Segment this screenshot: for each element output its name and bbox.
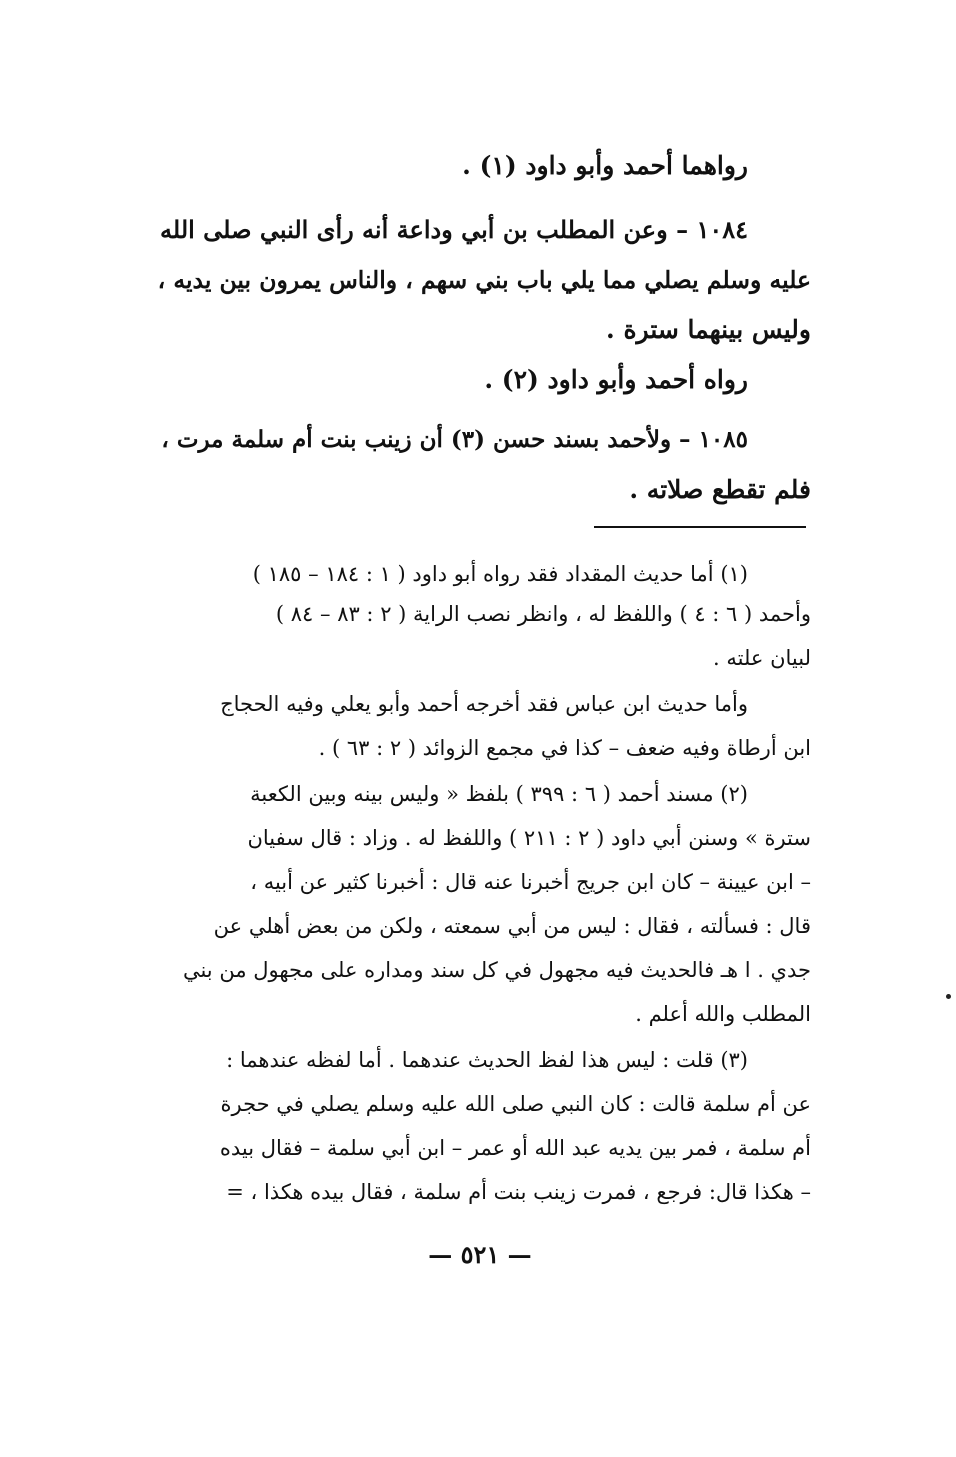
- footnote-line: جدي . ا هـ فالحديث فيه مجهول في كل سند ومداره على مجهول من بني: [182, 958, 811, 982]
- footnote-line: ابن أرطاة وفيه ضعف – كذا في مجمع الزوائد ( ٢ : ٦٣ ) .: [318, 736, 811, 760]
- footnote-line: قال : فسألته ، فقال : ليس من أبي سمعته ، ولكن من بعض أهلي عن: [213, 914, 811, 938]
- footnote-line: أم سلمة ، فمر بين يديه عبد الله أو عمر – ابن أبي سلمة – فقال بيده: [219, 1136, 811, 1160]
- footnote-line: وأما حديث ابن عباس فقد أخرجه أحمد وأبو يعلي وفيه الحجاج: [220, 692, 748, 716]
- footnote-line: (١) أما حديث المقداد فقد رواه أبو داود ( ١ : ١٨٤ – ١٨٥ ): [252, 562, 748, 586]
- footnote-line: – ابن عيينة – كان ابن جريج أخبرنا عنه قال : أخبرنا كثير عن أبيه ،: [250, 870, 811, 894]
- body-line: رواه أحمد وأبو داود (٢) .: [484, 365, 748, 394]
- footnote-line: وأحمد ( ٦ : ٤ ) واللفظ له ، وانظر نصب الراية ( ٢ : ٨٣ – ٨٤ ): [275, 602, 811, 626]
- footnote-separator: [594, 526, 806, 528]
- footnote-line: (٢) مسند أحمد ( ٦ : ٣٩٩ ) بلفظ « وليس بينه وبين الكعبة: [250, 782, 748, 806]
- footnote-line: عن أم سلمة قالت : كان النبي صلى الله عليه وسلم يصلي في حجرة: [220, 1092, 811, 1116]
- footnote-line: لبيان علته .: [713, 646, 811, 670]
- footnote-line: المطلب والله أعلم .: [635, 1002, 811, 1026]
- footnote-line: سترة » وسنن أبي داود ( ٢ : ٢١١ ) واللفظ له . وزاد : قال سفيان: [247, 826, 811, 850]
- body-line: رواهما أحمد وأبو داود (١) .: [462, 151, 748, 180]
- body-line: فلم تقطع صلاته .: [629, 475, 811, 504]
- body-line: ١٠٨٥ – ولأحمد بسند حسن (٣) أن زينب بنت أم سلمة مرت ،: [161, 426, 748, 453]
- body-line: ١٠٨٤ – وعن المطلب بن أبي وداعة أنه رأى النبي صلى الله: [160, 215, 748, 244]
- page-number: — ٥٢١ —: [428, 1240, 532, 1269]
- footnote-line: – هكذا قال: فرجع ، فمرت زينب بنت أم سلمة ، فقال بيده هكذا ، =: [226, 1180, 811, 1204]
- margin-mark: [946, 994, 951, 999]
- body-line: عليه وسلم يصلي مما يلي باب بني سهم ، والناس يمرون بين يديه ،: [157, 266, 811, 294]
- body-line: وليس بينهما سترة .: [606, 315, 811, 344]
- footnote-line: (٣) قلت : ليس هذا لفظ الحديث عندهما . أما لفظه عندهما :: [226, 1048, 748, 1072]
